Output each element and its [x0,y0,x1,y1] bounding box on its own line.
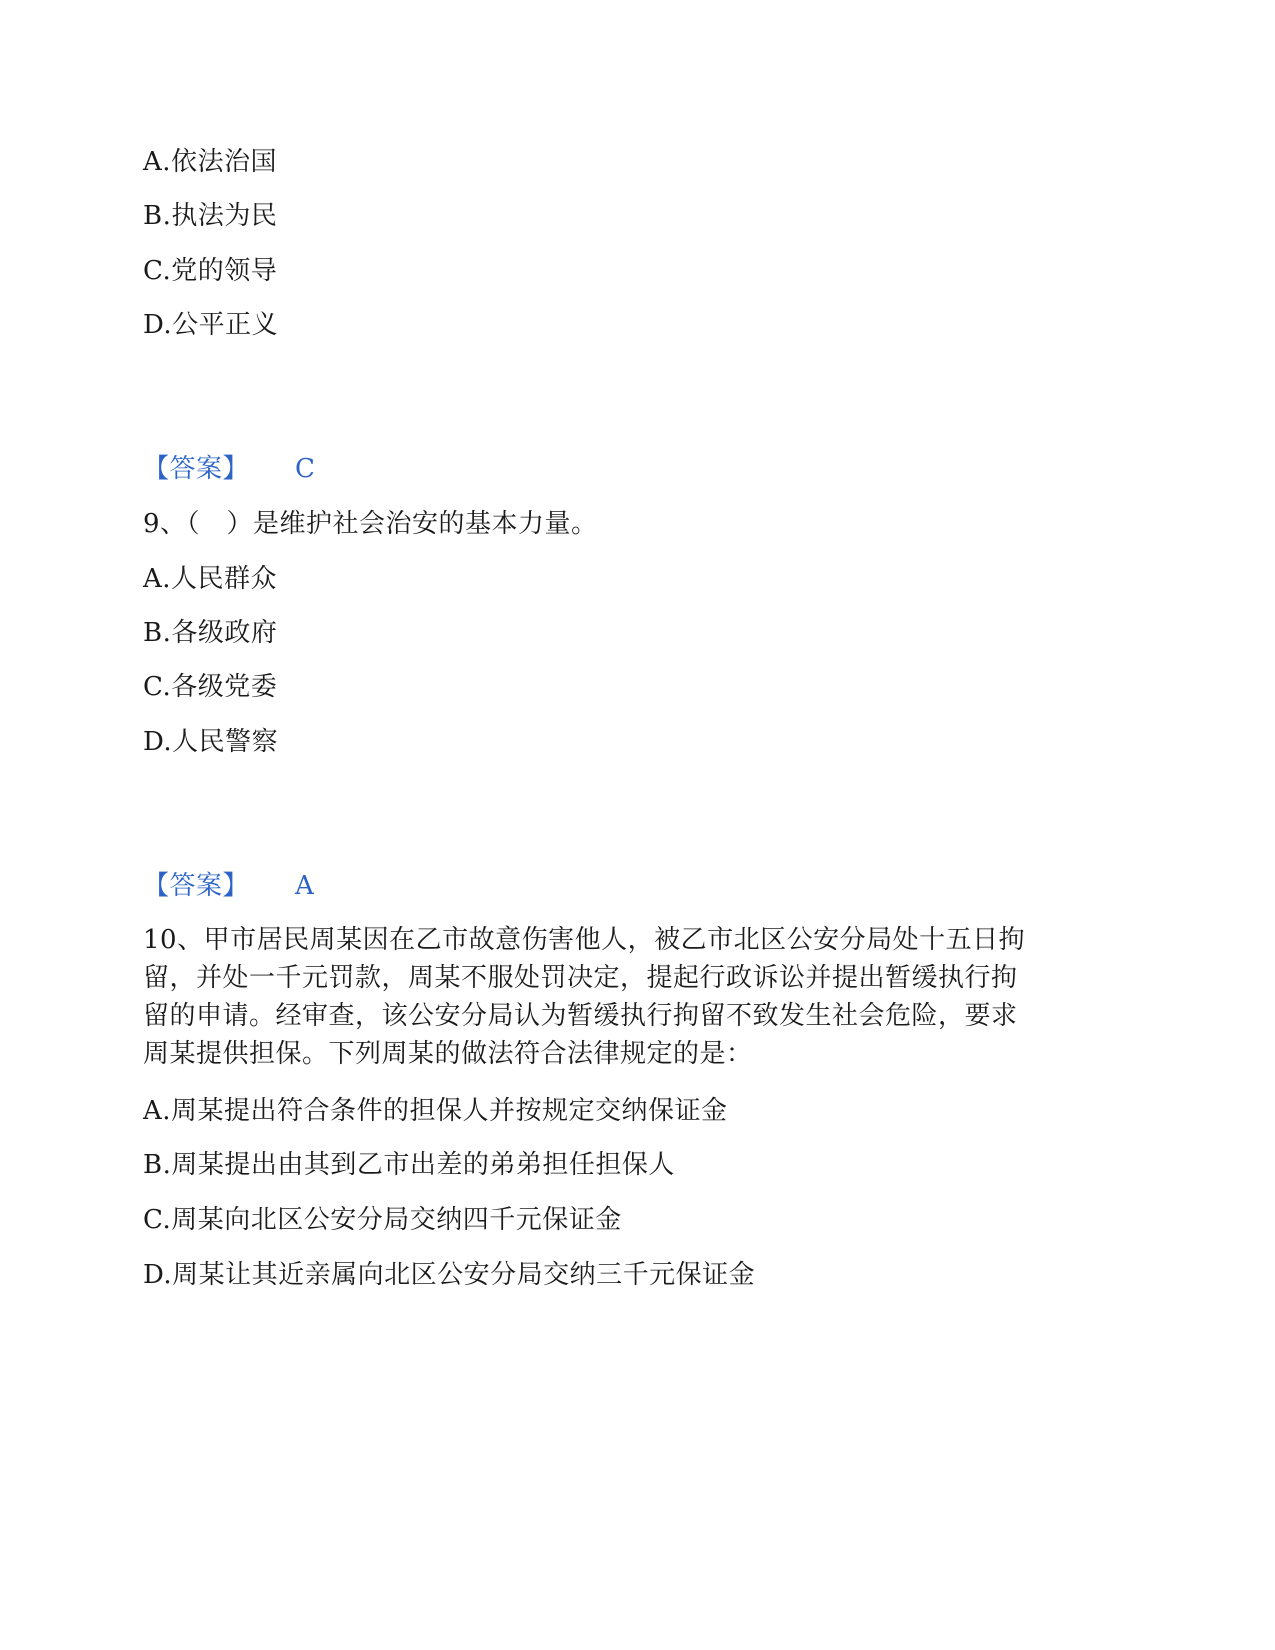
q10-option-d: D.周某让其近亲属向北区公安分局交纳三千元保证金 [143,1260,756,1290]
q10-option-c: C.周某向北区公安分局交纳四千元保证金 [143,1205,622,1235]
q8-answer-label: 【答案】 [143,454,250,484]
q9-option-c: C.各级党委 [143,672,278,702]
q9-stem: 9、（ ）是维护社会治安的基本力量。 [143,509,598,539]
q10-option-a: A.周某提出符合条件的担保人并按规定交纳保证金 [143,1096,728,1126]
q10-stem-line: 10、甲市居民周某因在乙市故意伤害他人，被乙市北区公安分局处十五日拘 [143,925,1026,955]
q10-stem-line: 周某提供担保。下列周某的做法符合法律规定的是： [143,1039,753,1069]
q9-answer-label: 【答案】 [143,871,250,901]
q9-option-d: D.人民警察 [143,727,279,757]
q8-option-d: D.公平正义 [143,310,279,340]
q10-option-b: B.周某提出由其到乙市出差的弟弟担任担保人 [143,1150,675,1180]
q9-option-a: A.人民群众 [143,564,278,594]
q9-answer-value: A [295,871,314,901]
q8-option-c: C.党的领导 [143,256,278,286]
q10-stem-line: 留，并处一千元罚款，周某不服处罚决定，提起行政诉讼并提出暂缓执行拘 [143,963,1018,993]
q8-answer-value: C [295,454,315,484]
q8-option-b: B.执法为民 [143,201,278,231]
q9-option-b: B.各级政府 [143,618,278,648]
q10-stem-line: 留的申请。经审查，该公安分局认为暂缓执行拘留不致发生社会危险，要求 [143,1001,1018,1031]
q8-option-a: A.依法治国 [143,147,278,177]
q10-stem [143,921,1063,1073]
